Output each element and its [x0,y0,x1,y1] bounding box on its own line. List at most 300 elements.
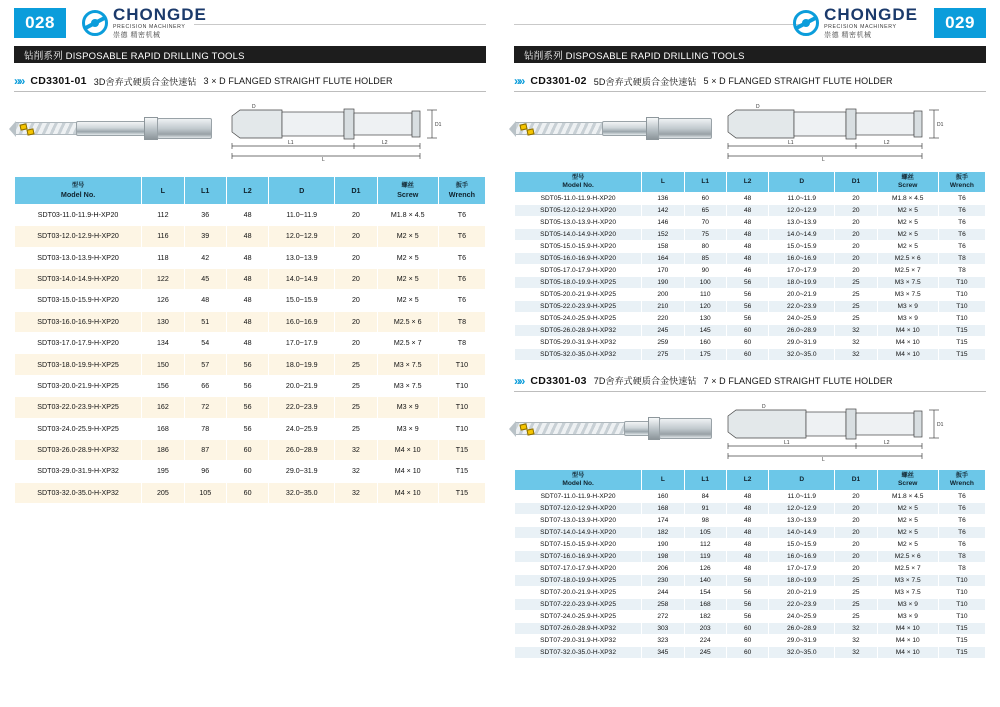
section-title-cd3301-02 [514,74,986,88]
table-cell: T10 [438,354,485,375]
cell-model-no: SDT07-26.0-28.9-H-XP32 [515,622,642,634]
cell-model-no: SDT07-12.0-12.9-H-XP20 [515,502,642,514]
table-cell: T6 [938,502,985,514]
cell-model-no: SDT07-22.0-23.9-H-XP25 [515,598,642,610]
cell-model-no: SDT03-18.0-19.9-H-XP25 [15,354,142,375]
table-row [15,290,486,311]
table-cell: 32 [335,439,377,460]
table-cell: 25 [835,586,877,598]
technical-drawing-svg [722,100,952,162]
table-cell: M4 × 10 [377,482,438,503]
drill-tip [9,121,16,137]
table-body [515,192,986,360]
drill-tip [509,421,516,437]
table-header-cell [938,172,985,193]
cell-model-no: SDT05-24.0-25.9-H-XP25 [515,312,642,324]
table-header-en: L [660,475,665,483]
table-cell: 48 [726,192,768,204]
cell-model-no: SDT03-14.0-14.9-H-XP20 [15,268,142,289]
table-cell: M2.5 × 6 [877,550,938,562]
table-header-cell [684,172,726,193]
table-cell: 112 [142,204,184,225]
table-cell: M1.8 × 4.5 [877,490,938,502]
table-cell: 45 [184,268,226,289]
table-cell: T15 [438,482,485,503]
table-cell: 60 [226,439,268,460]
drill-collar [144,117,158,140]
table-cell: M2 × 5 [877,240,938,252]
table-cell: 32 [335,482,377,503]
table-cell: 20 [835,502,877,514]
table-row [515,228,986,240]
table-row [15,226,486,247]
svg-text:D: D [756,104,760,110]
table-cell: M2 × 5 [877,538,938,550]
header-rule [194,24,486,25]
table-cell: 48 [226,333,268,354]
table-header-en: L2 [243,185,252,195]
svg-text:D1: D1 [435,122,442,128]
cell-model-no: SDT05-32.0-35.0-H-XP32 [515,348,642,360]
cell-model-no: SDT05-15.0-15.9-H-XP20 [515,240,642,252]
table-cell: 158 [642,240,684,252]
cell-model-no: SDT03-17.0-17.9-H-XP20 [15,333,142,354]
table-cell: T10 [938,288,985,300]
table-cell: 56 [226,397,268,418]
section-desc-cn: 5D舍弃式硬质合金快速钻 [593,76,697,87]
table-cell: 20 [835,538,877,550]
table-cell: 32 [835,348,877,360]
table-cell: 122 [142,268,184,289]
table-header-cell [938,469,985,490]
table-cell: 25 [335,375,377,396]
table-cell: M2.5 × 6 [877,252,938,264]
table-cell: 152 [642,228,684,240]
cell-model-no: SDT07-14.0-14.9-H-XP20 [515,526,642,538]
table-cell: T10 [938,598,985,610]
table-cell: 203 [684,622,726,634]
table-cell: 48 [726,216,768,228]
series-band-left: 钻削系列 DISPOSABLE RAPID DRILLING TOOLS [14,46,486,63]
table-cell: 32 [835,622,877,634]
table-header-cell [438,177,485,205]
table-cell: 20 [835,562,877,574]
table-cell: 48 [726,514,768,526]
table-cell: 60 [726,646,768,658]
table-row [515,348,986,360]
svg-text:L: L [822,157,825,162]
drill-shank [157,118,212,139]
cell-model-no: SDT07-24.0-25.9-H-XP25 [515,610,642,622]
section-rule [514,91,986,92]
table-row [515,324,986,336]
table-header-cn: 螺丝 [901,471,914,479]
product-illustration-5d [514,100,986,162]
table-cell: 56 [726,276,768,288]
table-row [515,646,986,658]
table-cell: 142 [642,204,684,216]
table-cell: 56 [726,586,768,598]
section-rule [514,391,986,392]
table-cell: T10 [938,312,985,324]
table-header-cell [142,177,184,205]
table-cell: 56 [726,312,768,324]
table-cell: T6 [938,204,985,216]
drill-body [624,421,650,436]
table-cell: T8 [938,264,985,276]
table-header-cell [15,177,142,205]
cell-model-no: SDT05-14.0-14.9-H-XP20 [515,228,642,240]
table-cell: T10 [938,610,985,622]
table-cell: 56 [726,300,768,312]
table-header-en: L2 [743,475,752,483]
spec-table-5d [514,171,986,361]
table-cell: 17.0~17.9 [269,333,335,354]
table-header-en: D [299,185,305,195]
table-header-en: Wrench [949,479,974,487]
table-row [15,375,486,396]
table-cell: 25 [335,418,377,439]
table-header-row [15,177,486,205]
table-cell: 32 [835,634,877,646]
table-cell: 48 [726,502,768,514]
svg-text:L1: L1 [288,140,294,146]
table-row [15,482,486,503]
svg-text:L2: L2 [884,140,890,146]
table-cell: T8 [938,252,985,264]
table-cell: M2.5 × 7 [377,333,438,354]
table-cell: 25 [835,300,877,312]
table-cell: 20 [835,192,877,204]
brand-name: CHONGDE [824,5,918,24]
table-cell: 48 [226,204,268,225]
table-cell: 87 [184,439,226,460]
table-cell: 206 [642,562,684,574]
cell-model-no: SDT05-29.0-31.9-H-XP32 [515,336,642,348]
table-cell: 126 [142,290,184,311]
series-band-right: 钻削系列 DISPOSABLE RAPID DRILLING TOOLS [514,46,986,63]
cell-model-no: SDT05-17.0-17.9-H-XP20 [515,264,642,276]
table-header-en: Screw [898,181,918,189]
table-header-en: D1 [351,185,361,195]
table-cell: 24.0~25.9 [269,418,335,439]
table-cell: 12.0~12.9 [769,502,835,514]
table-cell: 26.0~28.9 [769,622,835,634]
table-cell: 20 [835,264,877,276]
table-header-en: D1 [851,475,861,483]
table-cell: 48 [726,538,768,550]
table-cell: 16.0~16.9 [269,311,335,332]
table-cell: 323 [642,634,684,646]
table-cell: T6 [438,290,485,311]
table-cell: M3 × 9 [877,610,938,622]
table-cell: 60 [684,192,726,204]
section-rule [14,91,486,92]
table-cell: M4 × 10 [877,646,938,658]
table-cell: 60 [726,324,768,336]
table-cell: T6 [938,228,985,240]
page-number-right: 029 [934,8,986,38]
spec-table-3d [14,176,486,504]
table-cell: 32.0~35.0 [769,646,835,658]
table-header-cell [642,469,684,490]
table-cell: 48 [726,490,768,502]
table-header-en: Model No. [562,479,594,487]
table-cell: 39 [184,226,226,247]
table-cell: T6 [938,526,985,538]
table-cell: 25 [335,354,377,375]
table-cell: 60 [226,482,268,503]
table-cell: 20 [335,226,377,247]
cell-model-no: SDT05-26.0-28.9-H-XP32 [515,324,642,336]
table-cell: M3 × 7.5 [877,288,938,300]
table-row [15,418,486,439]
table-cell: 29.0~31.9 [769,336,835,348]
table-row [515,204,986,216]
table-header-cell [184,177,226,205]
table-cell: 156 [142,375,184,396]
table-header-en: L2 [743,177,752,185]
table-cell: 20 [835,216,877,228]
table-cell: 164 [642,252,684,264]
table-cell: 20 [835,490,877,502]
table-header-en: D [799,177,805,185]
table-cell: 11.0~11.9 [269,204,335,225]
table-cell: 46 [726,264,768,276]
table-cell: 345 [642,646,684,658]
table-cell: 17.0~17.9 [769,264,835,276]
table-cell: 13.0~13.9 [769,216,835,228]
table-row [515,276,986,288]
table-header-row [515,172,986,193]
table-cell: 24.0~25.9 [769,610,835,622]
table-cell: 259 [642,336,684,348]
table-cell: 224 [684,634,726,646]
section-code: CD3301-03 [530,374,587,387]
table-row [515,562,986,574]
cell-model-no: SDT07-13.0-13.9-H-XP20 [515,514,642,526]
table-row [15,268,486,289]
table-cell: M2.5 × 7 [877,264,938,276]
drill-photo [514,405,714,457]
table-cell: 118 [142,247,184,268]
drill-shank [659,418,712,439]
table-cell: 24.0~25.9 [769,312,835,324]
table-cell: T6 [938,538,985,550]
table-cell: 29.0~31.9 [769,634,835,646]
table-cell: T10 [938,300,985,312]
table-cell: M2 × 5 [377,290,438,311]
table-cell: 174 [642,514,684,526]
table-header-en: L1 [701,475,710,483]
cell-model-no: SDT07-16.0-16.9-H-XP20 [515,550,642,562]
table-cell: 60 [226,461,268,482]
table-cell: 120 [684,300,726,312]
table-cell: 32 [835,646,877,658]
table-cell: 14.0~14.9 [769,526,835,538]
table-cell: T10 [438,397,485,418]
table-cell: 20 [335,290,377,311]
cell-model-no: SDT03-32.0-35.0-H-XP32 [15,482,142,503]
table-cell: 168 [142,418,184,439]
cell-model-no: SDT03-22.0-23.9-H-XP25 [15,397,142,418]
table-cell: 90 [684,264,726,276]
cell-model-no: SDT05-13.0-13.9-H-XP20 [515,216,642,228]
table-cell: 75 [684,228,726,240]
table-row [15,204,486,225]
table-row [515,264,986,276]
page-number-left: 028 [14,8,66,38]
table-header-cell [726,469,768,490]
table-cell: 32.0~35.0 [269,482,335,503]
table-row [515,216,986,228]
table-cell: M2 × 5 [877,204,938,216]
table-cell: 245 [684,646,726,658]
table-cell: 48 [226,247,268,268]
svg-text:L: L [822,456,825,462]
cell-model-no: SDT03-15.0-15.9-H-XP20 [15,290,142,311]
table-cell: 56 [726,288,768,300]
table-header-en: Model No. [562,181,594,189]
table-row [515,490,986,502]
table-cell: 20 [335,247,377,268]
table-cell: 25 [835,574,877,586]
table-cell: 275 [642,348,684,360]
table-cell: 18.0~19.9 [769,574,835,586]
table-cell: T6 [938,514,985,526]
table-cell: 17.0~17.9 [769,562,835,574]
table-cell: 105 [684,526,726,538]
table-row [515,336,986,348]
cell-model-no: SDT03-29.0-31.9-H-XP32 [15,461,142,482]
drill-body [76,121,146,136]
table-header-cell [726,172,768,193]
table-cell: T8 [438,333,485,354]
drill-shank [658,118,712,139]
table-cell: 16.0~16.9 [769,252,835,264]
svg-text:D1: D1 [937,122,944,128]
cell-model-no: SDT05-18.0-19.9-H-XP25 [515,276,642,288]
table-cell: 56 [726,598,768,610]
table-cell: T6 [438,268,485,289]
table-cell: 25 [835,312,877,324]
table-cell: M3 × 9 [377,418,438,439]
table-cell: 20 [335,333,377,354]
table-header-cn: 型号 [571,174,585,181]
svg-text:L1: L1 [788,140,794,146]
table-cell: 72 [184,397,226,418]
table-cell: T10 [938,574,985,586]
table-cell: 26.0~28.9 [269,439,335,460]
table-cell: M4 × 10 [377,439,438,460]
table-cell: M3 × 7.5 [377,375,438,396]
cell-model-no: SDT07-29.0-31.9-H-XP32 [515,634,642,646]
table-cell: 190 [642,538,684,550]
table-cell: 20 [335,204,377,225]
table-body [15,204,486,503]
table-row [515,240,986,252]
section-desc-en: 7 × D FLANGED STRAIGHT FLUTE HOLDER [703,375,893,386]
table-cell: 15.0~15.9 [769,538,835,550]
table-cell: 26.0~28.9 [769,324,835,336]
table-cell: M3 × 7.5 [377,354,438,375]
table-cell: M4 × 10 [877,348,938,360]
spec-table-wrap-5d [500,171,1000,361]
table-body [515,490,986,658]
table-row [515,526,986,538]
table-row [515,538,986,550]
table-cell: 22.0~23.9 [269,397,335,418]
cell-model-no: SDT05-20.0-21.9-H-XP25 [515,288,642,300]
table-cell: T15 [938,646,985,658]
brand-name-cn: 崇德 精密机械 [824,32,872,40]
cell-model-no: SDT07-11.0-11.9-H-XP20 [515,490,642,502]
cell-model-no: SDT03-26.0-28.9-H-XP32 [15,439,142,460]
svg-text:L: L [322,157,325,162]
section-desc-cn: 7D舍弃式硬质合金快速钻 [593,376,697,387]
table-cell: M3 × 7.5 [877,276,938,288]
table-cell: 32 [835,336,877,348]
table-cell: 48 [226,268,268,289]
table-cell: 20 [835,240,877,252]
chevron-right-icon: »» [514,74,524,88]
table-cell: T10 [938,586,985,598]
drill-photo [514,105,714,157]
section-desc-cn: 3D舍弃式硬质合金快速钻 [93,76,197,87]
cell-model-no: SDT05-16.0-16.9-H-XP20 [515,252,642,264]
table-cell: M3 × 9 [877,598,938,610]
table-cell: 14.0~14.9 [769,228,835,240]
table-cell: T6 [438,204,485,225]
table-cell: 126 [684,562,726,574]
table-cell: 48 [226,290,268,311]
table-cell: 20 [835,204,877,216]
table-cell: 25 [835,288,877,300]
chongde-logo-icon [82,10,108,36]
table-cell: T8 [438,311,485,332]
table-cell: T15 [938,336,985,348]
table-cell: 198 [642,550,684,562]
table-cell: 205 [142,482,184,503]
table-row [515,586,986,598]
table-cell: 12.0~12.9 [269,226,335,247]
table-cell: 230 [642,574,684,586]
table-header-cell [515,172,642,193]
table-cell: 20 [335,268,377,289]
table-cell: 60 [726,348,768,360]
table-header-cell [335,177,377,205]
table-cell: 48 [726,240,768,252]
table-row [15,311,486,332]
table-cell: T8 [938,562,985,574]
table-cell: 186 [142,439,184,460]
chongde-logo-icon [793,10,819,36]
technical-drawing-3d [222,100,486,162]
table-cell: 13.0~13.9 [769,514,835,526]
table-cell: 48 [726,228,768,240]
table-cell: 57 [184,354,226,375]
table-cell: M2 × 5 [877,526,938,538]
table-cell: 32 [335,461,377,482]
table-cell: 96 [184,461,226,482]
table-cell: 150 [142,354,184,375]
table-cell: 22.0~23.9 [769,598,835,610]
table-header-en: Wrench [949,181,974,189]
table-cell: 136 [642,192,684,204]
table-row [515,502,986,514]
svg-text:L2: L2 [382,140,388,146]
spec-table-wrap-7d [500,469,1000,659]
